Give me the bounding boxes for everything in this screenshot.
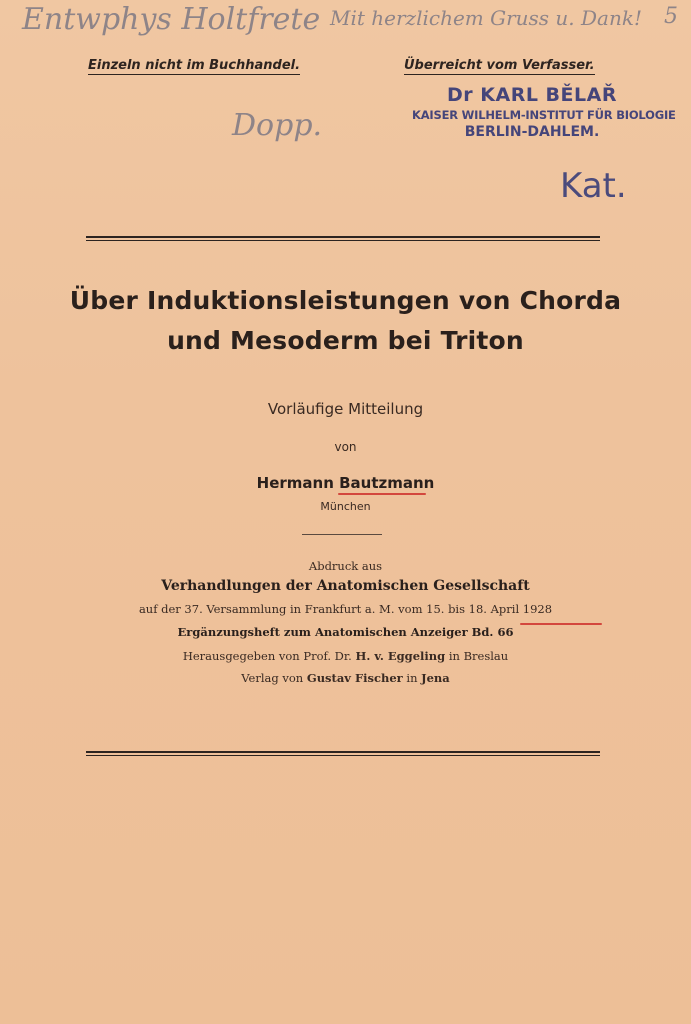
reprint-label: Abdruck aus bbox=[308, 559, 383, 573]
reprint-publisher bbox=[0, 671, 691, 685]
handwritten-kat-mark: Kat. bbox=[560, 166, 627, 206]
author-city: München bbox=[320, 500, 371, 513]
red-underline-author bbox=[338, 493, 426, 495]
notice-not-in-bookstores: Einzeln nicht im Buchhandel. bbox=[88, 58, 301, 73]
short-divider bbox=[302, 534, 382, 535]
reprint-editor bbox=[0, 649, 691, 663]
reprint-meeting: auf der 37. Versammlung in Frankfurt a. M. vom 15. bis 18. April 1928 bbox=[138, 602, 553, 616]
publisher-prefix: Verlag von bbox=[241, 671, 304, 685]
title-line-1: Über Induktionsleistungen von Chorda bbox=[69, 286, 622, 315]
publisher-name: Gustav Fischer bbox=[306, 671, 403, 685]
ownership-stamp bbox=[412, 84, 676, 140]
reprint-journal: Verhandlungen der Anatomischen Gesellschaft bbox=[161, 578, 530, 594]
editor-prefix: Herausgegeben von Prof. Dr. bbox=[182, 649, 352, 663]
handwritten-dedication: Mit herzlichem Gruss u. Dank! bbox=[330, 6, 643, 30]
editor-name: H. v. Eggeling bbox=[355, 649, 446, 663]
handwritten-mark-dopp: Dopp. bbox=[232, 108, 323, 143]
stamp-name: Dr KARL BĚLAŘ bbox=[447, 84, 617, 106]
publisher-mid: in bbox=[406, 671, 418, 685]
author-last-name: Bautzmann bbox=[339, 474, 435, 492]
stamp-city: BERLIN-DAHLEM. bbox=[464, 124, 600, 140]
title-line-2: und Mesoderm bei Triton bbox=[167, 326, 524, 355]
notice-presented-by-author: Überreicht vom Verfasser. bbox=[404, 58, 595, 73]
red-underline-supplement bbox=[520, 623, 602, 625]
subtitle: Vorläufige Mitteilung bbox=[267, 400, 424, 418]
byline-von: von bbox=[334, 440, 357, 454]
handwritten-page-number: 5 bbox=[664, 4, 678, 29]
bottom-double-rule bbox=[86, 751, 600, 756]
stamp-institute: KAISER WILHELM-INSTITUT FÜR BIOLOGIE bbox=[412, 108, 676, 122]
top-double-rule bbox=[86, 236, 600, 241]
publisher-city: Jena bbox=[421, 671, 450, 685]
editor-suffix: in Breslau bbox=[448, 649, 509, 663]
handwritten-note-left: Entwphys Holtfrete bbox=[22, 2, 321, 37]
reprint-supplement: Ergänzungsheft zum Anatomischen Anzeiger Bd. 66 bbox=[177, 625, 514, 639]
author-first-name: Hermann bbox=[256, 474, 334, 492]
author-name bbox=[0, 474, 691, 492]
